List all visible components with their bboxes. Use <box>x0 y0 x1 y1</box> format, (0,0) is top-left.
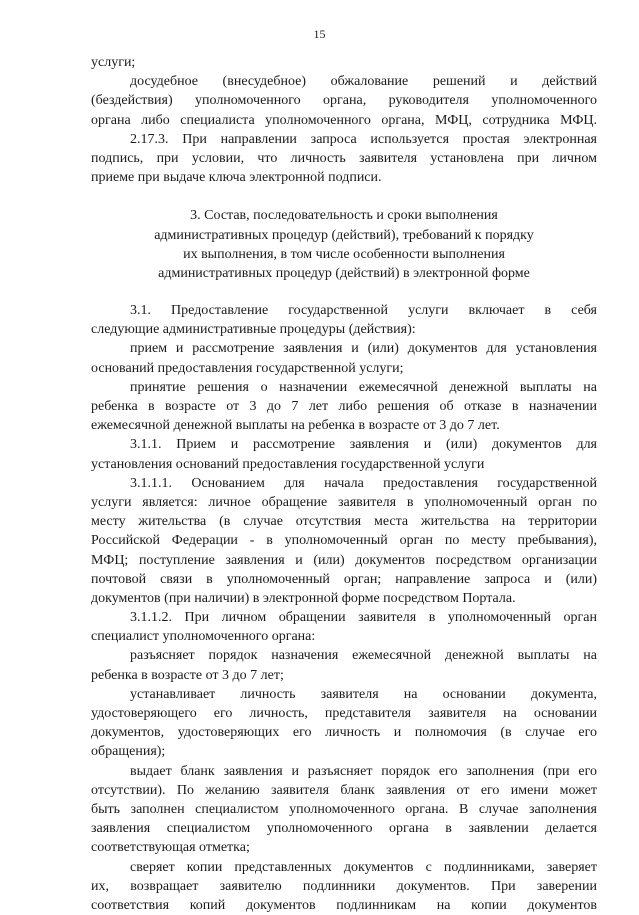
text-line: ежемесячной денежной выплаты на ребенка в возрасте от 3 до 7 лет. <box>91 418 500 434</box>
text-line: отсутствии). По желанию заявителя бланк заявления от его имени может <box>91 782 597 798</box>
text-line: услуги является: личное обращение заявителя в уполномоченный орган по <box>91 494 597 510</box>
text-line: приеме при выдаче ключа электронной подписи. <box>91 170 382 186</box>
text-line: (бездействия) уполномоченного органа, руководителя уполномоченного <box>91 93 597 109</box>
spacer <box>91 187 597 206</box>
heading-line: административных процедур (действий) в электронной форме <box>158 265 530 281</box>
page-number: 15 <box>313 27 326 41</box>
heading-line: 3. Состав, последовательность и сроки выполнения <box>190 208 498 224</box>
heading-line: их выполнения, в том числе особенности выполнения <box>183 246 505 262</box>
section-3-heading <box>91 206 597 283</box>
text-line: быть заполнен специалистом уполномоченного органа. В случае заполнения <box>91 801 597 817</box>
text-line: установления оснований предоставления государственной услуги <box>91 456 485 472</box>
text-line: разъясняет порядок назначения ежемесячной денежной выплаты на <box>130 648 597 664</box>
text-line: Российской Федерации - в уполномоченный орган по месту пребывания), <box>91 533 597 549</box>
text-line: выдает бланк заявления и разъясняет порядок его заполнения (при его <box>130 763 597 779</box>
text-line: 3.1.1.2. При личном обращении заявителя в уполномоченный орган <box>130 610 597 626</box>
text-line: прием и рассмотрение заявления и (или) документов для установления <box>130 341 597 357</box>
text-line: оснований предоставления государственной услуги; <box>91 360 404 376</box>
text-line: документов, удостоверяющих его личность и полномочия (в случае его <box>91 725 597 741</box>
text-line: ребенка в возрасте от 3 до 7 лет либо решения об отказе в назначении <box>91 399 597 414</box>
document-body <box>91 53 597 915</box>
text-line: 2.17.3. При направлении запроса используется простая электронная <box>130 131 597 147</box>
text-line: устанавливает личность заявителя на основании документа, <box>130 686 597 702</box>
text-line: их, возвращает заявителю подлинники документов. При заверении <box>91 878 597 894</box>
text-line: соответствия копий документов подлинникам на копии документов <box>91 897 597 913</box>
heading-line: административных процедур (действий), требований к порядку <box>154 227 534 243</box>
text-line: документов (при наличии) в электронной форме посредством Портала. <box>91 590 516 606</box>
paragraph-block-section-3 <box>91 301 597 915</box>
text-line: месту жительства (в случае отсутствия места жительства на территории <box>91 514 597 530</box>
text-line: 3.1.1. Прием и рассмотрение заявления и (или) документов для <box>130 437 597 453</box>
paragraph-block-previous-section <box>91 53 597 187</box>
text-line: МФЦ; поступление заявления и (или) документов посредством организации <box>91 552 597 568</box>
text-line: соответствующая отметка; <box>91 840 250 856</box>
text-line: обращения); <box>91 744 166 760</box>
spacer <box>91 283 597 301</box>
text-line: заявления специалистом уполномоченного органа в заявлении делается <box>91 821 597 837</box>
text-line: 3.1. Предоставление государственной услуги включает в себя <box>130 303 597 319</box>
text-line: органа либо специалиста уполномоченного органа, МФЦ, сотрудника МФЦ. <box>91 112 597 128</box>
text-line: принятие решения о назначении ежемесячной денежной выплаты на <box>130 379 597 395</box>
text-line: сверяет копии представленных документов с подлинниками, заверяет <box>130 859 597 875</box>
text-line: удостоверяющего его личность, представителя заявителя на основании <box>91 706 597 721</box>
text-line: подпись, при условии, что личность заявителя установлена при личном <box>91 150 597 166</box>
text-line: 3.1.1.1. Основанием для начала предоставления государственной <box>130 475 597 491</box>
text-line: услуги; <box>91 55 136 70</box>
text-line: ребенка в возрасте от 3 до 7 лет; <box>91 667 284 683</box>
text-line: досудебное (внесудебное) обжалование решений и действий <box>130 74 597 90</box>
text-line: почтовой связи в уполномоченный орган; направление запроса и (или) <box>91 571 597 587</box>
text-line: специалист уполномоченного органа: <box>91 629 316 645</box>
text-line: следующие административные процедуры (действия): <box>91 322 416 338</box>
